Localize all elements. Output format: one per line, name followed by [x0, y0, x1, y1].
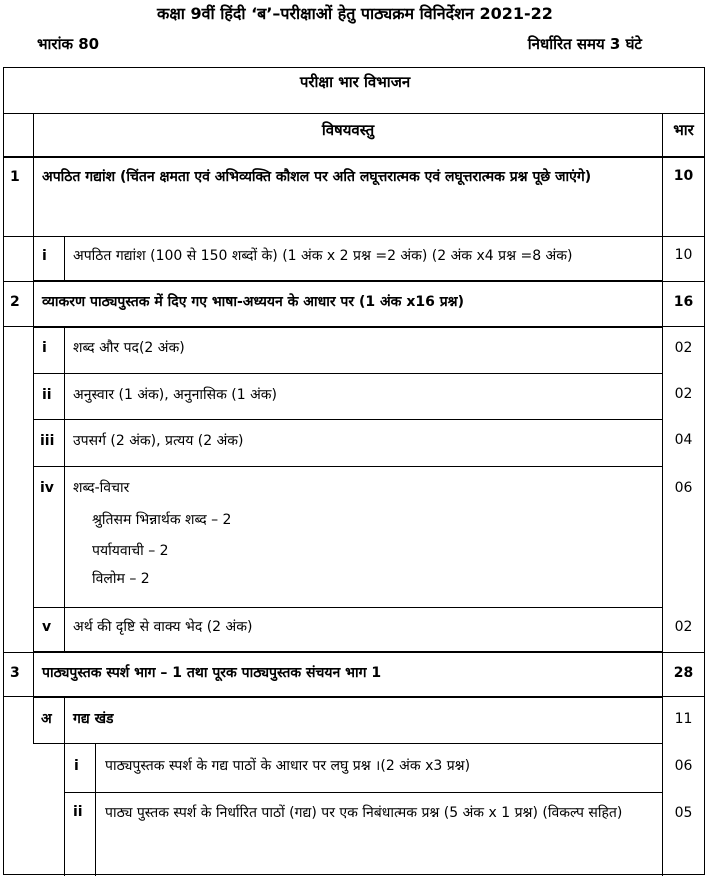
s2-ii-marks: 02 [674, 386, 693, 402]
s2-iii-marks: 04 [674, 432, 693, 448]
s3-a-ii-label: ii [73, 804, 83, 820]
s1-i-label: i [42, 248, 47, 264]
s2-iv-line-2: पर्यायवाची – 2 [92, 543, 169, 559]
s2-iv-line-1: श्रुतिसम भिन्नार्थक शब्द – 2 [92, 512, 232, 528]
s2-iv-line-3: विलोम – 2 [92, 571, 150, 587]
s2-i-marks: 02 [674, 340, 693, 356]
s2-ii-text: अनुस्वार (1 अंक), अनुनासिक (1 अंक) [73, 387, 278, 403]
s3-a-marks: 11 [674, 711, 693, 727]
col-header-weight: भार [673, 121, 694, 139]
s2-iv-label: iv [40, 480, 54, 496]
s2-i-label: i [42, 340, 47, 356]
s1-i-text: अपठित गद्यांश (100 से 150 शब्दों के) (1 अंक x 2 प्रश्न =2 अंक) (2 अंक x4 प्रश्न =8 अंक) [73, 248, 573, 264]
section-2-marks: 16 [673, 294, 694, 310]
s2-i-text: शब्द और पद(2 अंक) [73, 340, 185, 356]
section-1-title: अपठित गद्यांश (चिंतन क्षमता एवं अभिव्यक्ति कौशल पर अति लघूत्तरात्मक एवं लघूत्तरात्मक प्रश्न पूछे जाएंगे) [42, 169, 592, 185]
s3-row-a [33, 697, 663, 744]
section-3-number: 3 [10, 665, 20, 681]
section-3-title: पाठ्यपुस्तक स्पर्श भाग – 1 तथा पूरक पाठ्यपुस्तक संचयन भाग 1 [42, 665, 382, 681]
section-2-title: व्याकरण पाठ्यपुस्तक में दिए गए भाषा-अध्ययन के आधार पर (1 अंक x16 प्रश्न) [42, 294, 464, 310]
s2-iv-marks: 06 [674, 480, 693, 496]
time-allowed: निर्धारित समय 3 घंटे [527, 35, 642, 53]
section-1-number: 1 [10, 169, 20, 185]
s3-a-i-text: पाठ्यपुस्तक स्पर्श के गद्य पाठों के आधार पर लघु प्रश्न ।(2 अंक x3 प्रश्न) [105, 758, 471, 774]
s2-ii-label: ii [42, 387, 52, 403]
s2-v-marks: 02 [674, 619, 693, 635]
s2-v-text: अर्थ की दृष्टि से वाक्य भेद (2 अंक) [73, 619, 253, 635]
section-1-marks: 10 [673, 168, 694, 184]
section-2-number: 2 [10, 294, 20, 310]
header-no-cell [3, 113, 34, 157]
s3-a-i-marks: 06 [674, 758, 693, 774]
s3-a-label: अ [41, 711, 52, 727]
s3-a-text: गद्य खंड [73, 711, 114, 727]
section-3-marks: 28 [673, 665, 694, 681]
s2-row-i-label-cell [33, 327, 65, 374]
s2-iii-label: iii [40, 433, 55, 449]
s3-a-ii-marks: 05 [674, 805, 693, 821]
document-title: कक्षा 9वीं हिंदी ‘ब’–परीक्षाओं हेतु पाठ्यक्रम विनिर्देशन 2021-22 [157, 4, 553, 23]
s2-iii-text: उपसर्ग (2 अंक), प्रत्यय (2 अंक) [73, 433, 244, 449]
s1-row-i-label-cell [33, 236, 65, 281]
s1-i-marks: 10 [674, 247, 693, 263]
table-caption: परीक्षा भार विभाजन [299, 73, 411, 91]
s2-iv-text: शब्द-विचार [73, 480, 130, 496]
s3-row-a-i-label-cell [64, 743, 96, 793]
max-marks: भारांक 80 [37, 35, 100, 53]
s2-v-label: v [42, 619, 52, 635]
col-header-content: विषयवस्तु [321, 121, 375, 139]
s3-a-i-label: i [74, 758, 79, 774]
s3-a-ii-text: पाठ्य पुस्तक स्पर्श के निर्धारित पाठों (गद्य) पर एक निबंधात्मक प्रश्न (5 अंक x 1 प्रश्न) (विकल्प सहित) [105, 805, 623, 821]
